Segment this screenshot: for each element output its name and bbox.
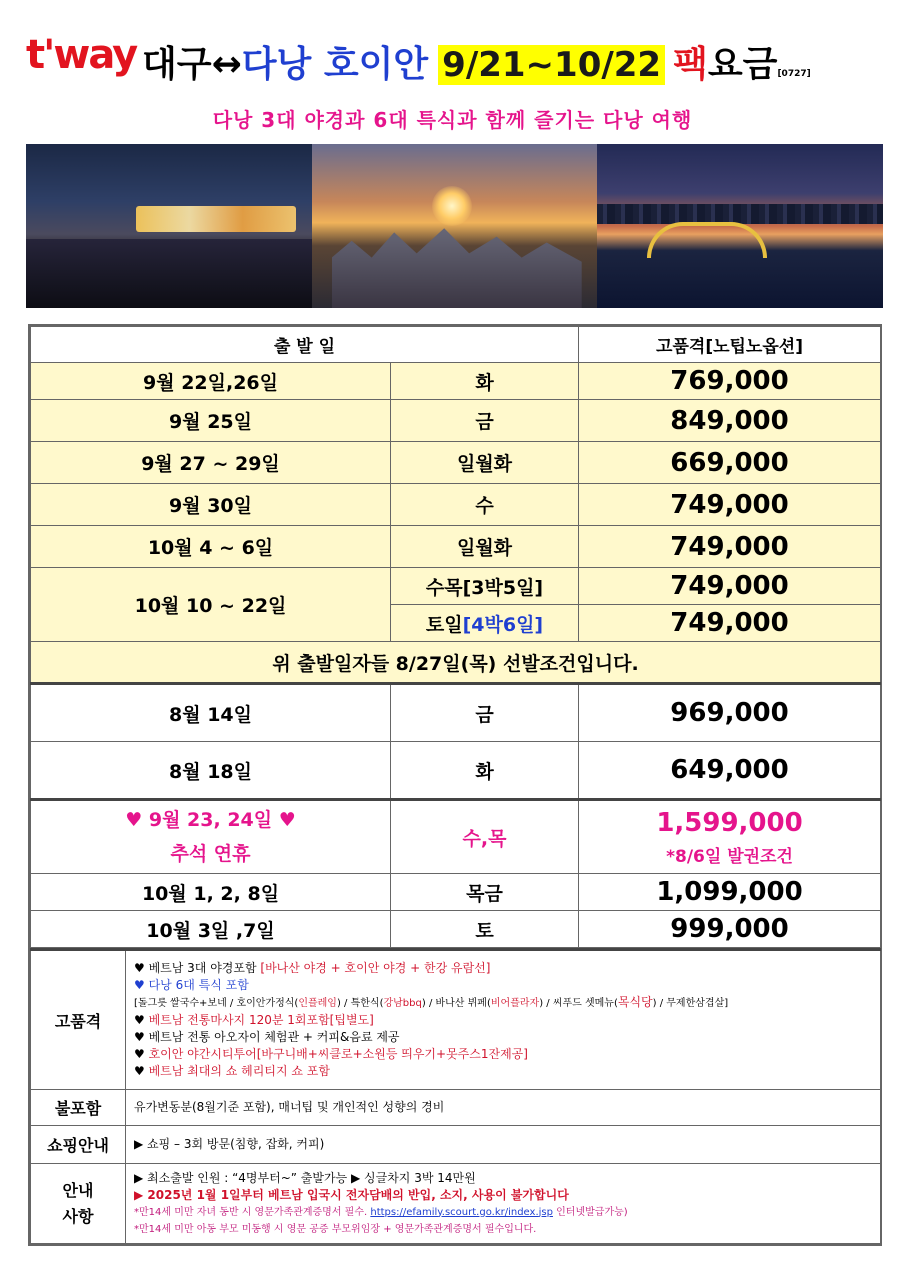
price-cell: 849,000 — [579, 400, 881, 442]
header — [0, 22, 905, 92]
guide-list — [126, 1164, 881, 1244]
meal-text: ) / 바나산 뷔페( — [421, 998, 491, 1009]
day-cell: 금 — [391, 684, 579, 742]
day-cell: 화 — [391, 742, 579, 800]
shopping-row — [31, 1126, 881, 1164]
efamily-link[interactable]: https://efamily.scourt.go.kr/index.jsp — [370, 1206, 553, 1218]
date-cell: 9월 30일 — [31, 484, 391, 526]
premium-item: 베트남 전통마사지 120분 1회포함[팁별도] — [148, 1013, 374, 1027]
table-header — [31, 327, 881, 363]
excluded-label: 불포함 — [31, 1090, 126, 1126]
date-cell: 10월 4 ~ 6일 — [31, 526, 391, 568]
doc-code: [0727] — [777, 69, 811, 79]
meal-highlight: 인플레임 — [298, 998, 337, 1009]
table-row — [31, 684, 881, 742]
day-cell: 금 — [391, 400, 579, 442]
guide-item: *만14세 미만 아동 부모 미동행 시 영문 공증 부모위임장 + 영문가족관계증명서 필수입니다. — [134, 1223, 537, 1235]
date-cell: 10월 10 ~ 22일 — [31, 568, 391, 642]
table-row — [31, 400, 881, 442]
table-row — [31, 363, 881, 400]
day-cell: 일월화 — [391, 442, 579, 484]
heart-icon: ♥ — [134, 1064, 149, 1078]
table-row — [31, 911, 881, 948]
subtitle: 다낭 3대 야경과 6대 특식과 함께 즐기는 다낭 여행 — [212, 108, 693, 132]
price-cell: 999,000 — [579, 911, 881, 948]
price-cell: 669,000 — [579, 442, 881, 484]
chuseok-date: ♥ 9월 23, 24일 ♥ — [125, 809, 296, 831]
page-title — [142, 36, 811, 87]
premium-row — [31, 950, 881, 1090]
meal-highlight: 강남bbq — [383, 998, 422, 1009]
meal-text: [돌그릇 쌀국수+보네 / 호이안가정식( — [134, 998, 299, 1009]
notice-text: 위 출발일자들 8/27일(목) 선발조건입니다. — [31, 642, 881, 684]
excluded-row — [31, 1090, 881, 1126]
notice-row — [31, 642, 881, 684]
tway-logo: t'way — [26, 32, 137, 78]
price-cell: 649,000 — [579, 742, 881, 800]
day-cell — [391, 605, 579, 642]
meal-text: ) / 씨푸드 셋메뉴( — [539, 998, 618, 1009]
date-cell: 9월 22일,26일 — [31, 363, 391, 400]
price-cell: 1,099,000 — [579, 874, 881, 911]
pack-label: 팩 — [673, 44, 708, 85]
premium-label: 고품격 — [31, 950, 126, 1090]
day-cell: 수,목 — [391, 800, 579, 874]
price-cell: 749,000 — [579, 526, 881, 568]
day-cell: 토 — [391, 911, 579, 948]
premium-item: ♥ 베트남 전통 아오자이 체험관 + 커피&음료 제공 — [134, 1030, 400, 1044]
day-suffix: [4박6일] — [462, 613, 544, 636]
price-table — [28, 324, 882, 1246]
day-prefix: 토일 — [425, 613, 463, 636]
meal-highlight: 비어플라자 — [490, 998, 540, 1009]
hoian-night-photo — [26, 144, 312, 308]
price-cell: 749,000 — [579, 605, 881, 642]
photo-strip — [26, 144, 883, 308]
premium-item: 호이안 야간시티투어[바구니배+씨클로+소원등 띄우기+못주스1잔제공] — [148, 1047, 528, 1061]
chuseok-date-cell — [31, 800, 391, 874]
price-cell: 969,000 — [579, 684, 881, 742]
shopping-text: ▶ 쇼핑 – 3회 방문(침향, 잡화, 커피) — [126, 1126, 881, 1164]
guide-label-1: 안내 — [62, 1180, 94, 1200]
chuseok-price-cell — [579, 800, 881, 874]
day-cell: 수 — [391, 484, 579, 526]
date-cell: 10월 1, 2, 8일 — [31, 874, 391, 911]
date-cell: 9월 25일 — [31, 400, 391, 442]
premium-item: ♥ 베트남 3대 야경포함 — [134, 961, 261, 975]
chuseok-row — [31, 800, 881, 874]
price-cell: 749,000 — [579, 484, 881, 526]
premium-list — [126, 950, 881, 1090]
period-badge: 9/21~10/22 — [438, 45, 665, 85]
route-to: 다낭 호이안 — [241, 44, 429, 85]
price-cell: 769,000 — [579, 363, 881, 400]
fare-label: 요금 — [707, 44, 778, 85]
guide-label-2: 사항 — [62, 1206, 94, 1226]
day-cell: 일월화 — [391, 526, 579, 568]
guide-item: ▶ 2025년 1월 1일부터 베트남 입국시 전자담배의 반입, 소지, 사용이 불가합니다 — [134, 1187, 569, 1202]
head-date: 출 발 일 — [31, 327, 579, 363]
guide-item: *만14세 미만 자녀 동반 시 영문가족관계증명서 필수. — [134, 1206, 371, 1218]
date-cell: 9월 27 ~ 29일 — [31, 442, 391, 484]
guide-row — [31, 1164, 881, 1244]
table-row — [31, 874, 881, 911]
guide-label — [31, 1164, 126, 1244]
guide-item: 인터넷발급가능) — [552, 1206, 628, 1218]
day-cell: 수목[3박5일] — [391, 568, 579, 605]
chuseok-label: 추석 연휴 — [170, 843, 251, 865]
table-row — [31, 568, 881, 605]
date-cell: 8월 18일 — [31, 742, 391, 800]
table-row — [31, 442, 881, 484]
price-condition: *8/6일 발권조건 — [666, 846, 793, 867]
table-row — [31, 484, 881, 526]
date-cell: 10월 3일 ,7일 — [31, 911, 391, 948]
price-cell: 749,000 — [579, 568, 881, 605]
date-cell: 8월 14일 — [31, 684, 391, 742]
table-row — [31, 742, 881, 800]
meal-highlight: 목식당 — [617, 995, 653, 1009]
head-price: 고품격[노팁노옵션] — [579, 327, 881, 363]
arrow-icon: ↔ — [211, 44, 242, 85]
heart-icon: ♥ — [134, 1047, 149, 1061]
table-row — [31, 526, 881, 568]
day-cell: 목금 — [391, 874, 579, 911]
bana-hills-photo — [312, 144, 598, 308]
excluded-text: 유가변동분(8월기준 포함), 매너팁 및 개인적인 성향의 경비 — [126, 1090, 881, 1126]
premium-item: ♥ 다낭 6대 특식 포함 — [134, 978, 249, 992]
premium-item: 베트남 최대의 쇼 헤리티지 쇼 포함 — [148, 1064, 330, 1078]
meal-text: ) / 특한식( — [336, 998, 384, 1009]
day-cell: 화 — [391, 363, 579, 400]
dragon-bridge-photo — [597, 144, 883, 308]
route-from: 대구 — [142, 44, 212, 85]
guide-item: ▶ 최소출발 인원 : “4명부터~” 출발가능 ▶ 싱글차지 3박 14만원 — [134, 1170, 476, 1185]
premium-item-detail: [바나산 야경 + 호이안 야경 + 한강 유람선] — [260, 961, 491, 975]
price-text: 1,599,000 — [656, 807, 803, 838]
meal-text: ) / 무제한삼겹살] — [652, 998, 729, 1009]
shopping-label: 쇼핑안내 — [31, 1126, 126, 1164]
heart-icon: ♥ — [134, 1013, 149, 1027]
